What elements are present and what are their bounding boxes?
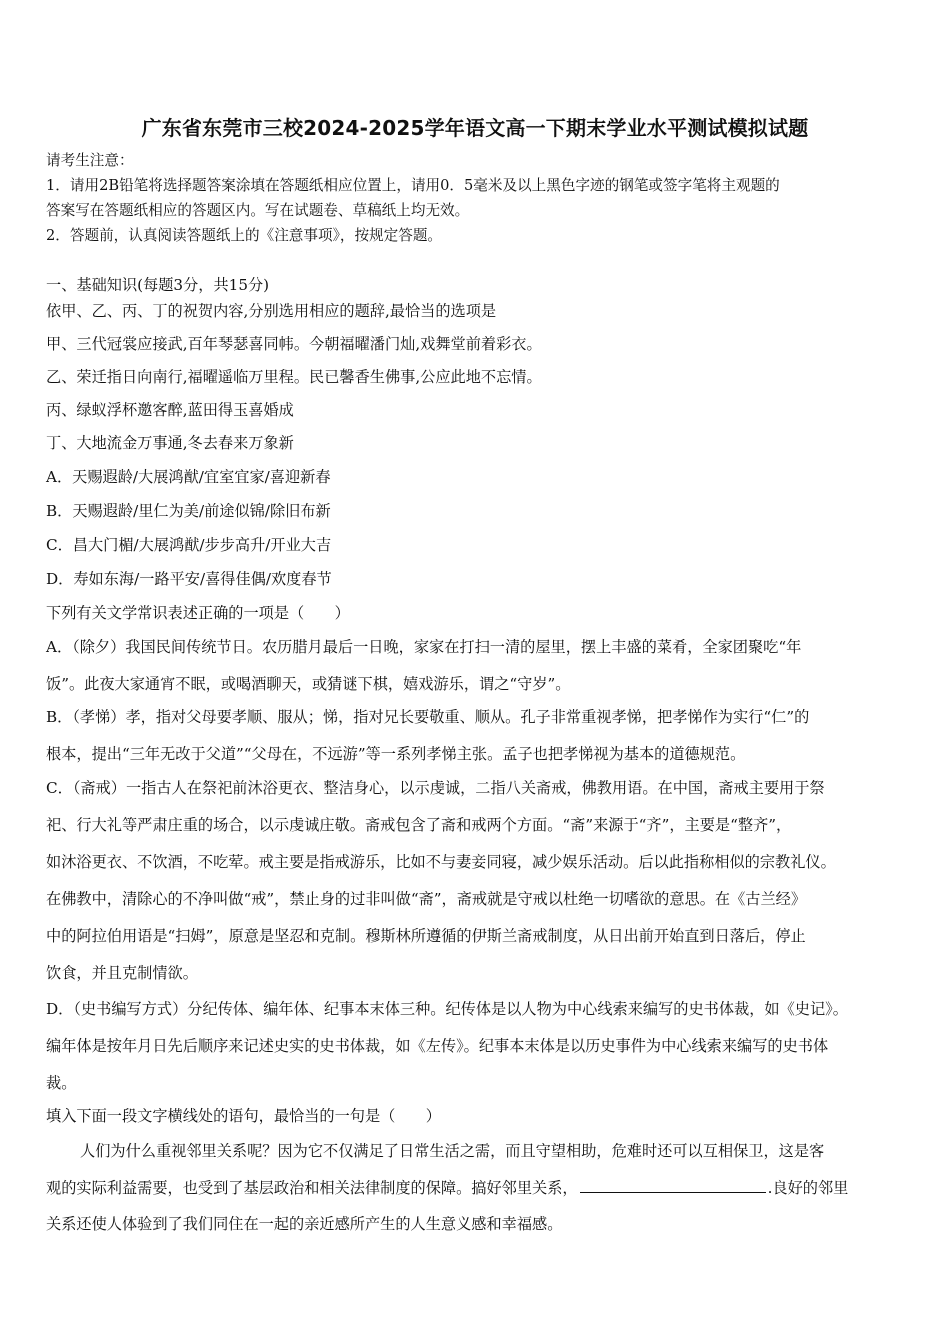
question-3-stem: 填入下面一段文字横线处的语句，最恰当的一句是（ ） bbox=[46, 1107, 441, 1125]
question-2-option-c-line: 中的阿拉伯用语是“扫姆”，原意是坚忍和克制。穆斯林所遵循的伊斯兰斋戒制度，从日出前开始直到日落后，停止 bbox=[46, 927, 806, 945]
question-2-stem: 下列有关文学常识表述正确的一项是（ ） bbox=[46, 604, 350, 622]
question-2-option-a-line: 饭”。此夜大家通宵不眠，或喝酒聊天，或猜谜下棋，嬉戏游乐，谓之“守岁”。 bbox=[46, 675, 571, 693]
notice-heading: 请考生注意： bbox=[46, 152, 134, 169]
question-1-option-c: C．昌大门楣/大展鸿猷/步步高升/开业大吉 bbox=[46, 536, 332, 554]
question-2-option-c-line: C．（斋戒）一指古人在祭祀前沐浴更衣、整洁身心，以示虔诚，二指八关斋戒，佛教用语。在中国，斋戒主要用于祭 bbox=[46, 779, 825, 797]
notice-line-2: 2．答题前，认真阅读答题纸上的《注意事项》，按规定答题。 bbox=[46, 227, 443, 244]
question-1-stem: 依甲、乙、丙、丁的祝贺内容,分别选用相应的题辞,最恰当的选项是 bbox=[46, 302, 497, 320]
question-2-option-c-line: 如沐浴更衣、不饮酒，不吃荤。戒主要是指戒游乐，比如不与妻妾同寝，减少娱乐活动。后以此指称相似的宗教礼仪。 bbox=[46, 853, 836, 871]
question-2-option-c-line: 饮食，并且克制情欲。 bbox=[46, 964, 198, 982]
question-2-option-c-line: 祀、行大礼等严肃庄重的场合，以示虔诚庄敬。斋戒包含了斋和戒两个方面。“斋”来源于“齐”，主要是“整齐”， bbox=[46, 816, 792, 834]
question-2-option-d-line: 裁。 bbox=[46, 1074, 77, 1092]
question-1-text-ding: 丁、大地流金万事通,冬去春来万象新 bbox=[46, 434, 294, 452]
question-1-text-jia: 甲、三代冠裳应接武,百年琴瑟喜同帏。今朝福曜潘门灿,戏舞堂前着彩衣。 bbox=[46, 335, 542, 353]
question-2-option-c-line: 在佛教中，清除心的不净叫做“戒”，禁止身的过非叫做“斋”，斋戒就是守戒以杜绝一切嗜欲的意思。在《古兰经》 bbox=[46, 890, 807, 908]
section-heading: 一、基础知识(每题3分，共15分) bbox=[46, 276, 270, 294]
question-2-option-b-line: 根本，提出“三年无改于父道”“父母在，不远游”等一系列孝悌主张。孟子也把孝悌视为基本的道德规范。 bbox=[46, 745, 746, 763]
notice-line-1b: 答案写在答题纸相应的答题区内。写在试题卷、草稿纸上均无效。 bbox=[46, 202, 470, 219]
question-2-option-d-line: D．（史书编写方式）分纪传体、编年体、纪事本末体三种。纪传体是以人物为中心线索来编写的史书体裁，如《史记》。 bbox=[46, 1000, 848, 1018]
question-2-option-a-line: A．（除夕）我国民间传统节日。农历腊月最后一日晚，家家在打扫一清的屋里，摆上丰盛的菜肴，全家团聚吃“年 bbox=[46, 638, 802, 656]
question-3-passage-line bbox=[46, 1178, 848, 1198]
passage-text: .良好的邻里 bbox=[767, 1179, 849, 1197]
question-1-text-bing: 丙、绿蚁浮杯邀客醉,蓝田得玉喜婚成 bbox=[46, 401, 294, 419]
fill-in-blank bbox=[580, 1178, 766, 1193]
passage-text: 观的实际利益需要，也受到了基层政治和相关法律制度的保障。搞好邻里关系， bbox=[46, 1179, 578, 1197]
question-2-option-b-line: B．（孝悌）孝，指对父母要孝顺、服从；悌，指对兄长要敬重、顺从。孔子非常重视孝悌，把孝悌作为实行“仁”的 bbox=[46, 708, 810, 726]
page-title: 广东省东莞市三校2024-2025学年语文高一下期末学业水平测试模拟试题 bbox=[141, 116, 809, 140]
question-1-option-a: A．天赐遐龄/大展鸿猷/宜室宜家/喜迎新春 bbox=[46, 468, 331, 486]
question-2-option-d-line: 编年体是按年月日先后顺序来记述史实的史书体裁，如《左传》。纪事本末体是以历史事件为中心线索来编写的史书体 bbox=[46, 1037, 829, 1055]
question-3-passage-line: 关系还使人体验到了我们同住在一起的亲近感所产生的人生意义感和幸福感。 bbox=[46, 1215, 563, 1233]
question-1-option-b: B．天赐遐龄/里仁为美/前途似锦/除旧布新 bbox=[46, 502, 331, 520]
question-1-text-yi: 乙、荣迁指日向南行,福曜遥临万里程。民已馨香生佛事,公应此地不忘情。 bbox=[46, 368, 542, 386]
question-3-passage-line: 人们为什么重视邻里关系呢？因为它不仅满足了日常生活之需，而且守望相助，危难时还可以互相保卫，这是客 bbox=[80, 1142, 825, 1160]
question-1-option-d: D．寿如东海/一路平安/喜得佳偶/欢度春节 bbox=[46, 570, 332, 588]
notice-line-1: 1．请用2B铅笔将选择题答案涂填在答题纸相应位置上，请用0．5毫米及以上黑色字迹的钢笔或签字笔将主观题的 bbox=[46, 177, 780, 194]
